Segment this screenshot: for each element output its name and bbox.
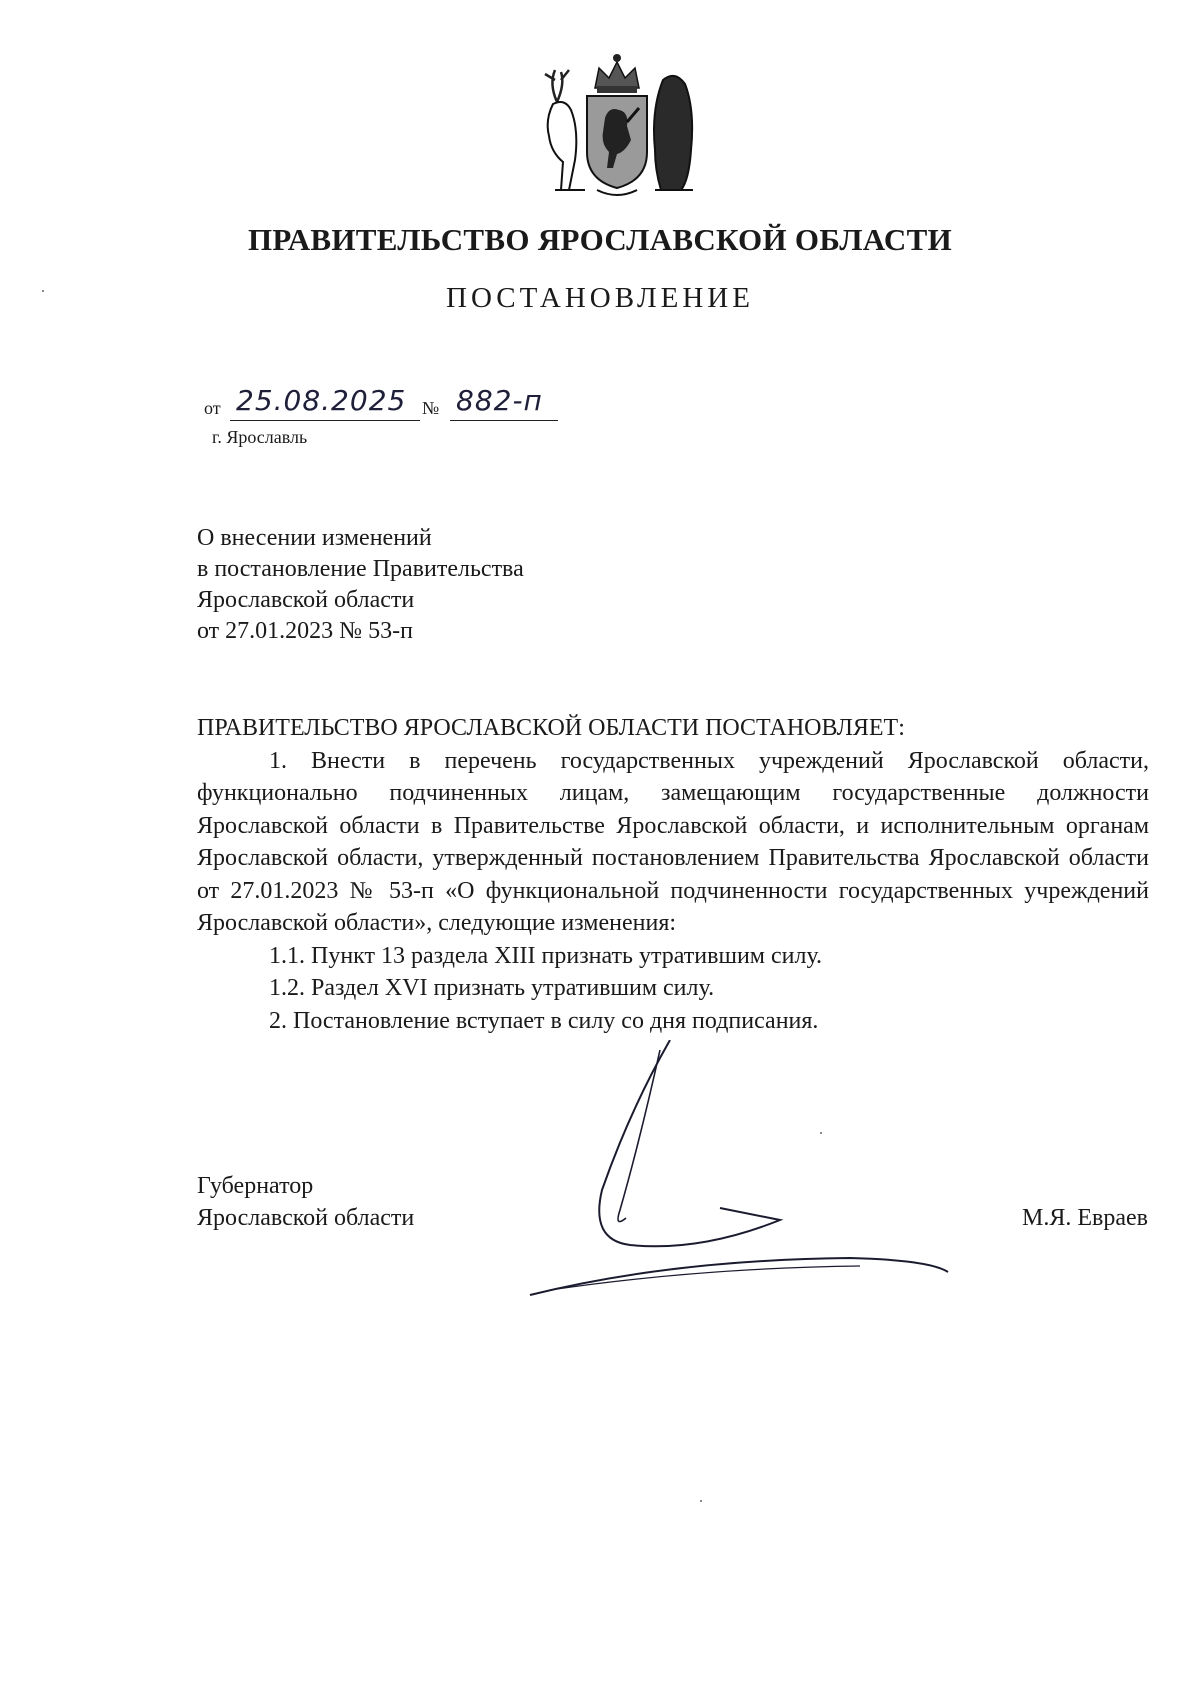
document-subject	[197, 523, 524, 647]
scan-speck	[42, 290, 44, 292]
date-label: от	[204, 398, 221, 418]
subject-line: от 27.01.2023 № 53-п	[197, 618, 413, 644]
resolves-heading: ПРАВИТЕЛЬСТВО ЯРОСЛАВСКОЙ ОБЛАСТИ ПОСТАНОВЛЯЕТ:	[197, 715, 905, 741]
handwritten-number: 882-п	[456, 384, 543, 417]
date-underline	[230, 420, 420, 421]
document-kind-title: ПОСТАНОВЛЕНИЕ	[446, 282, 754, 314]
coat-of-arms-icon	[535, 40, 700, 200]
document-body	[197, 712, 1149, 1037]
handwritten-date: 25.08.2025	[236, 384, 407, 417]
signatory-position	[197, 1170, 414, 1234]
item-1-1: 1.1. Пункт 13 раздела XIII признать утратившим силу.	[269, 942, 823, 969]
position-line: Ярославской области	[197, 1205, 415, 1231]
number-underline	[450, 420, 558, 421]
signatory-name: М.Я. Евраев	[1022, 1205, 1148, 1231]
scan-speck	[700, 1500, 702, 1502]
item-1-2: 1.2. Раздел XVI признать утратившим силу.	[269, 975, 715, 1001]
paragraph-2: 2. Постановление вступает в силу со дня подписания.	[269, 1007, 819, 1034]
government-title: ПРАВИТЕЛЬСТВО ЯРОСЛАВСКОЙ ОБЛАСТИ	[248, 222, 952, 257]
subject-line: Ярославской области	[197, 587, 415, 613]
paragraph-1: 1. Внести в перечень государственных учреждений Ярославской области, функционально подчиненных лицам, замещающим государственные должности Ярославской области в Правительстве Ярославской области, и исполнительным органам Ярославской области, утвержденный постановлением Правительства Ярославской области от 27.01.2023 № 53-п «О функциональной подчиненности государственных учреждений Ярославской области», следующие изменения:	[197, 747, 1149, 936]
subject-line: в постановление Правительства	[197, 556, 524, 582]
registration-line	[204, 384, 604, 424]
city-label: г. Ярославль	[212, 427, 308, 447]
subject-line: О внесении изменений	[197, 525, 432, 551]
signature-icon	[520, 1040, 970, 1300]
number-label: №	[422, 398, 440, 418]
scan-speck	[820, 1132, 822, 1134]
position-line: Губернатор	[197, 1173, 314, 1199]
